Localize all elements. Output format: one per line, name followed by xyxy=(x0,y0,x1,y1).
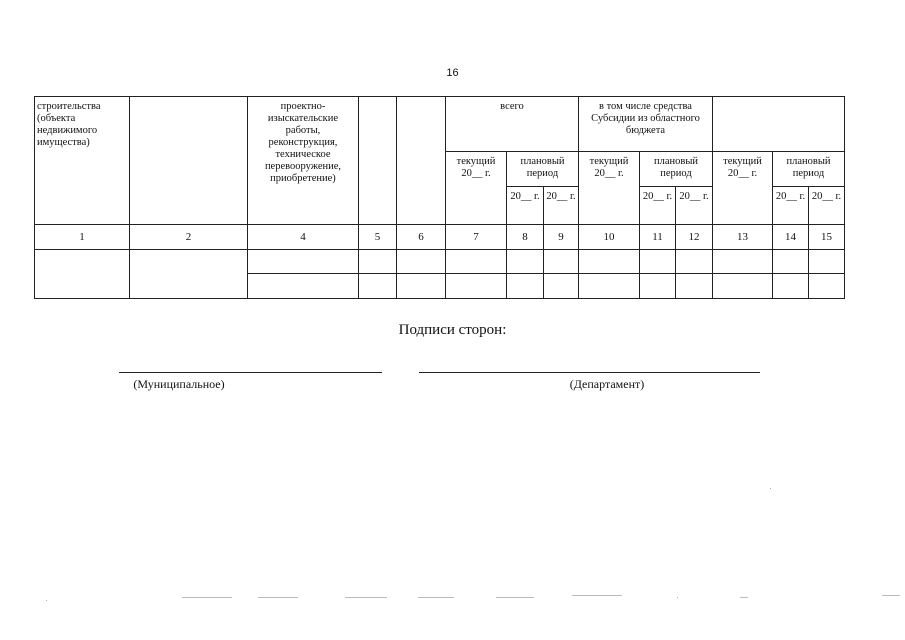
header-total: всего xyxy=(446,97,579,152)
table-cell xyxy=(397,274,446,299)
right-signature-label: (Департамент) xyxy=(569,377,645,391)
table-cell xyxy=(713,274,773,299)
header-subsidy: в том числе средства Субсидии из областного бюджета xyxy=(579,97,713,152)
table-cell xyxy=(446,274,507,299)
table-cell xyxy=(507,274,544,299)
column-number: 13 xyxy=(713,225,773,250)
table-cell xyxy=(248,250,359,274)
table-cell xyxy=(676,274,713,299)
column-number: 11 xyxy=(640,225,676,250)
table-cell xyxy=(544,250,579,274)
column-number: 15 xyxy=(809,225,845,250)
table-cell xyxy=(35,250,130,299)
table-cell xyxy=(809,250,845,274)
header-group-3 xyxy=(713,97,845,152)
header-current-year: текущий 20__ г. xyxy=(579,152,640,225)
left-signature-line xyxy=(119,372,382,373)
table-cell xyxy=(544,274,579,299)
header-planned-period: плановый период xyxy=(773,152,845,187)
subsidy-table xyxy=(34,96,845,299)
header-year: 20__ г. xyxy=(773,187,809,225)
header-works-type: проектно-изыскательские работы, реконструкция, техническое перевооружение, приобретение) xyxy=(248,97,359,225)
table-cell xyxy=(397,250,446,274)
table-cell xyxy=(713,250,773,274)
header-col-6 xyxy=(397,97,446,225)
header-year: 20__ г. xyxy=(544,187,579,225)
header-planned-period: плановый период xyxy=(507,152,579,187)
table-row xyxy=(35,250,845,274)
column-number: 14 xyxy=(773,225,809,250)
table-cell xyxy=(248,274,359,299)
column-number: 8 xyxy=(507,225,544,250)
table-cell xyxy=(446,250,507,274)
right-signature-line xyxy=(419,372,760,373)
column-number: 7 xyxy=(446,225,507,250)
table-cell xyxy=(676,250,713,274)
table-cell xyxy=(773,274,809,299)
column-number: 1 xyxy=(35,225,130,250)
header-year: 20__ г. xyxy=(676,187,713,225)
header-year: 20__ г. xyxy=(640,187,676,225)
table-cell xyxy=(640,274,676,299)
header-planned-period: плановый период xyxy=(640,152,713,187)
header-construction-object: строительства (объекта недвижимого имущества) xyxy=(35,97,130,225)
left-signature-label: (Муниципальное) xyxy=(133,377,225,391)
header-year: 20__ г. xyxy=(507,187,544,225)
header-current-year: текущий 20__ г. xyxy=(713,152,773,225)
column-number: 5 xyxy=(359,225,397,250)
table-cell xyxy=(507,250,544,274)
table-cell xyxy=(809,274,845,299)
column-number: 6 xyxy=(397,225,446,250)
table-cell xyxy=(359,274,397,299)
table-cell xyxy=(579,274,640,299)
column-number: 12 xyxy=(676,225,713,250)
table-cell xyxy=(130,250,248,299)
header-current-year: текущий 20__ г. xyxy=(446,152,507,225)
table-cell xyxy=(359,250,397,274)
column-number: 9 xyxy=(544,225,579,250)
table-cell xyxy=(640,250,676,274)
column-number: 2 xyxy=(130,225,248,250)
column-number: 10 xyxy=(579,225,640,250)
table-cell xyxy=(579,250,640,274)
table-cell xyxy=(773,250,809,274)
header-col-5 xyxy=(359,97,397,225)
header-year: 20__ г. xyxy=(809,187,845,225)
signatures-title: Подписи сторон: xyxy=(398,322,507,338)
header-col-2 xyxy=(130,97,248,225)
page-number: 16 xyxy=(446,67,459,79)
column-number: 4 xyxy=(248,225,359,250)
